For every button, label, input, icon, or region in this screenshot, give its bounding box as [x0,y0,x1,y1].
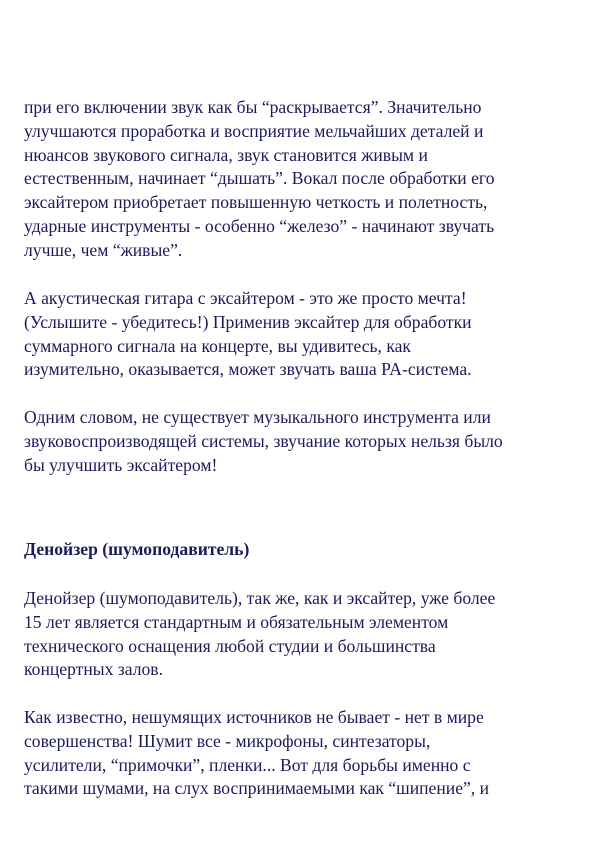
section-heading [24,538,584,562]
text-line: усилители, “примочки”, пленки... Вот для борьбы именно с [24,754,471,775]
text-line: нюансов звукового сигнала, звук становится живым и [24,144,428,165]
text-line: эксайтером приобретает повышенную четкость и полетность, [24,192,488,213]
text-line: естественным, начинает “дышать”. Вокал после обработки его [24,168,495,189]
text-line: 15 лет является стандартным и обязательным элементом [24,611,449,632]
text-line: суммарного сигнала на концерте, вы удивитесь, как [24,335,411,356]
text-line: А акустическая гитара с эксайтером - это же просто мечта! [24,288,467,308]
paragraph-summary [24,406,584,477]
text-line: изумительно, оказывается, может звучать ваша PA-система. [24,359,472,380]
text-line: звуковоспроизводящей системы, звучание которых нельзя было [24,430,503,451]
text-line: при его включении звук как бы “раскрывается”. Значительно [24,97,482,117]
text-line: улучшаются проработка и восприятие мельчайших деталей и [24,120,484,141]
text-line: бы улучшить эксайтером! [24,454,218,475]
paragraph-acoustic-guitar [24,287,584,382]
text-line: (Услышите - убедитесь!) Применив эксайтер для обработки [24,311,472,332]
text-line: технического оснащения любой студии и большинства [24,635,436,656]
text-line: концертных залов. [24,659,163,680]
text-line: Одним словом, не существует музыкального инструмента или [24,407,491,427]
text-line: такими шумами, на слух воспринимаемыми как “шипение”, и [24,778,490,799]
paragraph-denoiser-intro [24,587,584,682]
paragraph-noise-sources [24,706,584,801]
text-line: совершенства! Шумит все - микрофоны, синтезаторы, [24,730,431,751]
text-line: Денойзер (шумоподавитель), так же, как и эксайтер, уже более [24,588,496,608]
text-line: ударные инструменты - особенно “железо” - начинают звучать [24,215,495,236]
section-heading-text: Денойзер (шумоподавитель) [24,539,250,559]
paragraph-exciter-effect [24,96,584,263]
text-line: Как известно, нешумящих источников не бывает - нет в мире [24,707,484,727]
text-line: лучше, чем “живые”. [24,239,183,260]
